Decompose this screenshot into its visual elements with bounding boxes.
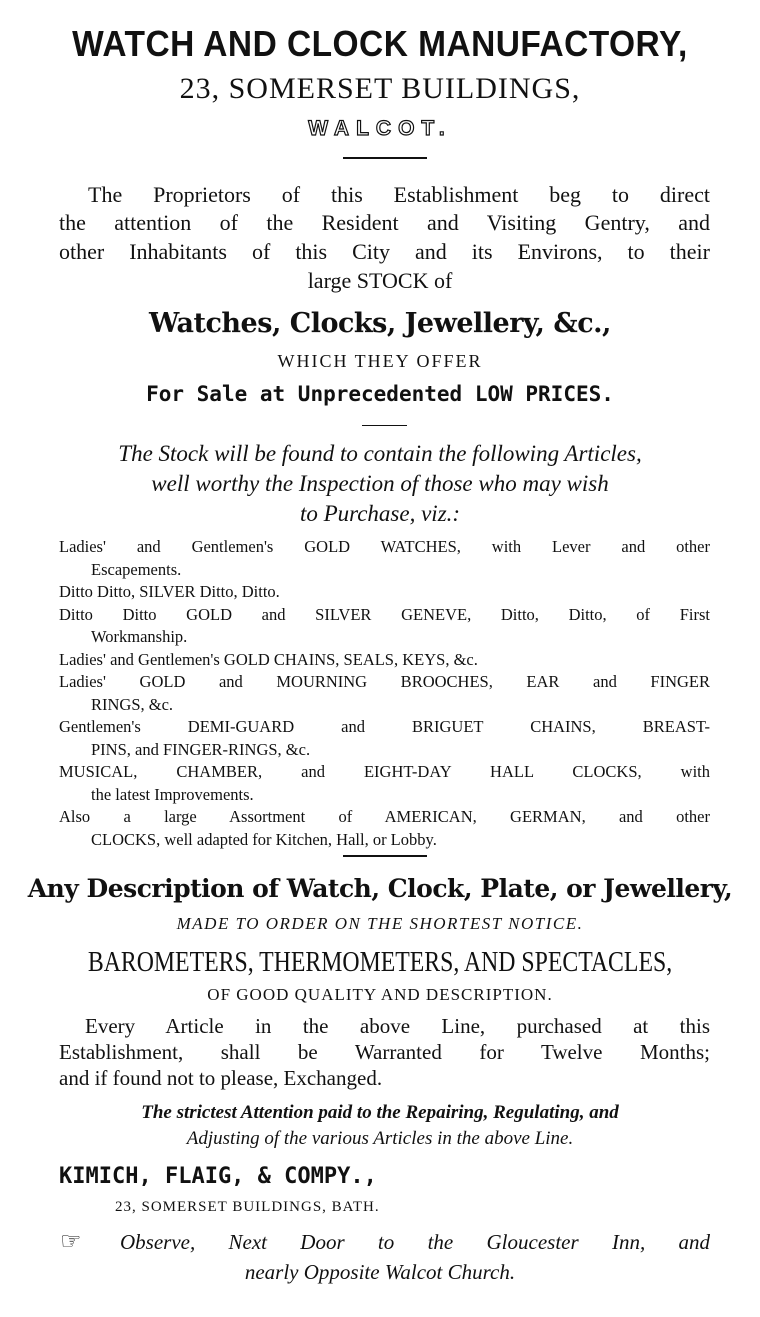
article-item: Ditto Ditto GOLD and SILVER GENEVE, Ditto, Ditto, of First: [59, 604, 710, 624]
sale-text: For Sale at Unprecedented LOW PRICES.: [146, 382, 614, 406]
intro-line: other Inhabitants of this City and its Environs, to their: [59, 239, 710, 264]
observe-line: Observe, Next Door to the Gloucester Inn, and: [120, 1230, 710, 1254]
locality: WALCOT.: [308, 117, 452, 140]
article-item-continuation: PINS, and FINGER-RINGS, &c.: [91, 739, 311, 759]
pointing-hand-icon: ☞: [60, 1229, 82, 1255]
warranty-line: Establishment, shall be Warranted for Twelve Months;: [59, 1040, 710, 1064]
warranty-line: Every Article in the above Line, purchased at this: [85, 1014, 710, 1038]
divider: [362, 425, 407, 426]
article-item: Also a large Assortment of AMERICAN, GERMAN, and other: [59, 807, 710, 826]
repairs-line: Adjusting of the various Articles in the above Line.: [186, 1128, 574, 1149]
title: WATCH AND CLOCK MANUFACTORY,: [72, 23, 688, 64]
stock-heading: Watches, Clocks, Jewellery, &c.,: [149, 308, 611, 339]
firm-name: KIMICH, FLAIG, & COMPY.,: [59, 1164, 377, 1189]
intro-line: the attention of the Resident and Visiting Gentry, and: [59, 210, 710, 235]
articles-intro: well worthy the Inspection of those who may wish: [151, 471, 609, 496]
articles-list: [59, 536, 710, 851]
repairs-line: The strictest Attention paid to the Repairing, Regulating, and: [141, 1102, 619, 1123]
warranty-line: and if found not to please, Exchanged.: [59, 1066, 383, 1090]
article-item-continuation: Workmanship.: [91, 627, 188, 646]
article-item-continuation: RINGS, &c.: [91, 694, 174, 714]
article-item-continuation: CLOCKS, well adapted for Kitchen, Hall, or Lobby.: [91, 829, 437, 849]
intro-line: large STOCK of: [307, 268, 453, 293]
divider: [343, 855, 427, 857]
articles-intro: to Purchase, viz.:: [299, 501, 461, 526]
offer-text: WHICH THEY OFFER: [277, 351, 483, 371]
article-item: Ladies' and Gentlemen's GOLD WATCHES, with Lever and other: [59, 537, 710, 556]
observe-line: nearly Opposite Walcot Church.: [244, 1260, 516, 1284]
article-item: Ladies' and Gentlemen's GOLD CHAINS, SEALS, KEYS, &c.: [59, 649, 478, 669]
firm-address: 23, SOMERSET BUILDINGS, BATH.: [115, 1199, 380, 1215]
intro-line: The Proprietors of this Establishment beg to direct: [88, 182, 710, 207]
order-heading: Any Description of Watch, Clock, Plate, or Jewellery,: [27, 874, 733, 903]
instruments-heading: BAROMETERS, THERMOMETERS, AND SPECTACLES,: [87, 946, 673, 978]
order-sub: MADE TO ORDER ON THE SHORTEST NOTICE.: [176, 914, 584, 933]
article-item-continuation: the latest Improvements.: [91, 784, 254, 804]
divider: [343, 157, 427, 159]
article-item-continuation: Escapements.: [91, 559, 182, 579]
instruments-sub: OF GOOD QUALITY AND DESCRIPTION.: [207, 985, 553, 1004]
articles-intro: The Stock will be found to contain the following Articles,: [118, 441, 642, 466]
article-item: Ditto Ditto, SILVER Ditto, Ditto.: [59, 582, 280, 601]
article-item: Ladies' GOLD and MOURNING BROOCHES, EAR and FINGER: [59, 672, 710, 691]
article-item: Gentlemen's DEMI-GUARD and BRIGUET CHAINS, BREAST-: [59, 717, 710, 736]
article-item: MUSICAL, CHAMBER, and EIGHT-DAY HALL CLOCKS, with: [59, 762, 710, 781]
address: 23, SOMERSET BUILDINGS,: [179, 72, 581, 105]
